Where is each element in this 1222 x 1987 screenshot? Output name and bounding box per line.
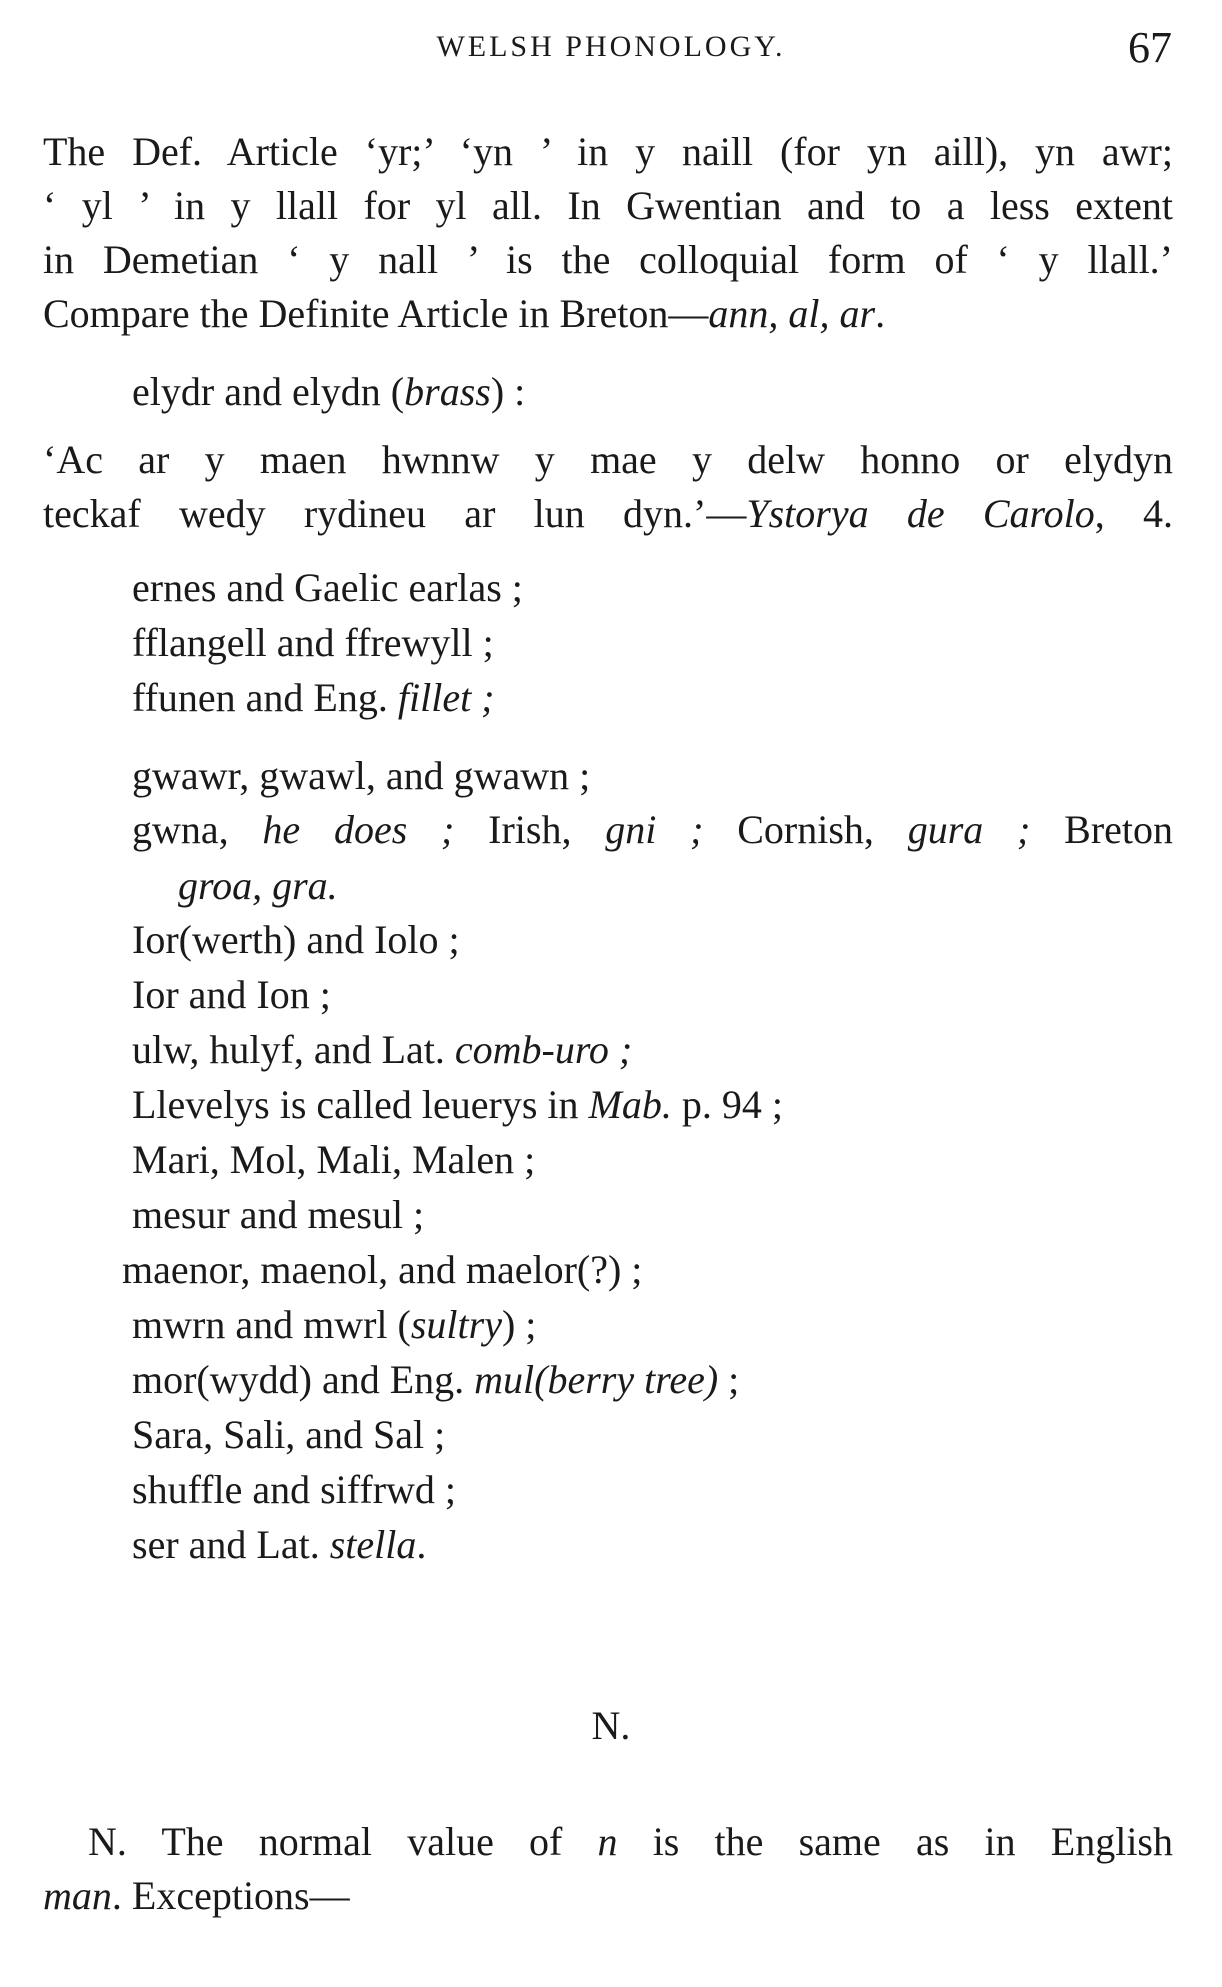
list-item: mor(wydd) and Eng. mul(berry tree) ;	[132, 1357, 740, 1402]
list-item-continuation: groa, gra.	[178, 863, 338, 908]
text-line: ‘ yl ’ in y llall for yl all. In Gwentian and to a less extent	[43, 183, 1173, 228]
list-item: Ior(werth) and Iolo ;	[132, 917, 460, 962]
text-line: in Demetian ‘ y nall ’ is the colloquial form of ‘ y llall.’	[43, 237, 1173, 282]
page-number: 67	[1128, 23, 1172, 72]
list-item: ser and Lat. stella.	[132, 1522, 427, 1567]
list-item: fflangell and ffrewyll ;	[132, 620, 494, 665]
text-line: N. The normal value of n is the same as in English	[88, 1819, 1174, 1864]
list-item: gwna, he does ; Irish, gni ; Cornish, gura ; Breton	[132, 807, 1174, 852]
text-line: man. Exceptions—	[43, 1873, 350, 1918]
quotation-line: teckaf wedy rydineu ar lun dyn.’—Ystorya de Carolo, 4.	[43, 491, 1174, 536]
section-heading: N.	[591, 1703, 631, 1748]
list-item: Mari, Mol, Mali, Malen ;	[132, 1137, 536, 1182]
quotation-line: ‘Ac ar y maen hwnnw y mae y delw honno or elydyn	[43, 437, 1173, 482]
list-item: shuffle and siffrwd ;	[132, 1467, 457, 1512]
list-item: Ior and Ion ;	[132, 972, 331, 1017]
list-item: ernes and Gaelic earlas ;	[132, 565, 523, 610]
list-item: mwrn and mwrl (sultry) ;	[132, 1302, 537, 1347]
list-item: maenor, maenol, and maelor(?) ;	[122, 1247, 643, 1292]
text-line: The Def. Article ‘yr;’ ‘yn ’ in y naill (for yn aill), yn awr;	[43, 129, 1173, 174]
running-head: WELSH PHONOLOGY.	[436, 30, 786, 63]
list-item: gwawr, gwawl, and gwawn ;	[132, 753, 591, 798]
text-line: Compare the Definite Article in Breton—ann, al, ar.	[43, 291, 886, 336]
text-line: elydr and elydn (brass) :	[132, 369, 526, 414]
list-item: Llevelys is called leuerys in Mab. p. 94 ;	[132, 1082, 783, 1127]
list-item: Sara, Sali, and Sal ;	[132, 1412, 446, 1457]
list-item: ulw, hulyf, and Lat. comb-uro ;	[132, 1027, 633, 1072]
list-item: mesur and mesul ;	[132, 1192, 425, 1237]
list-item: ffunen and Eng. fillet ;	[132, 675, 495, 720]
